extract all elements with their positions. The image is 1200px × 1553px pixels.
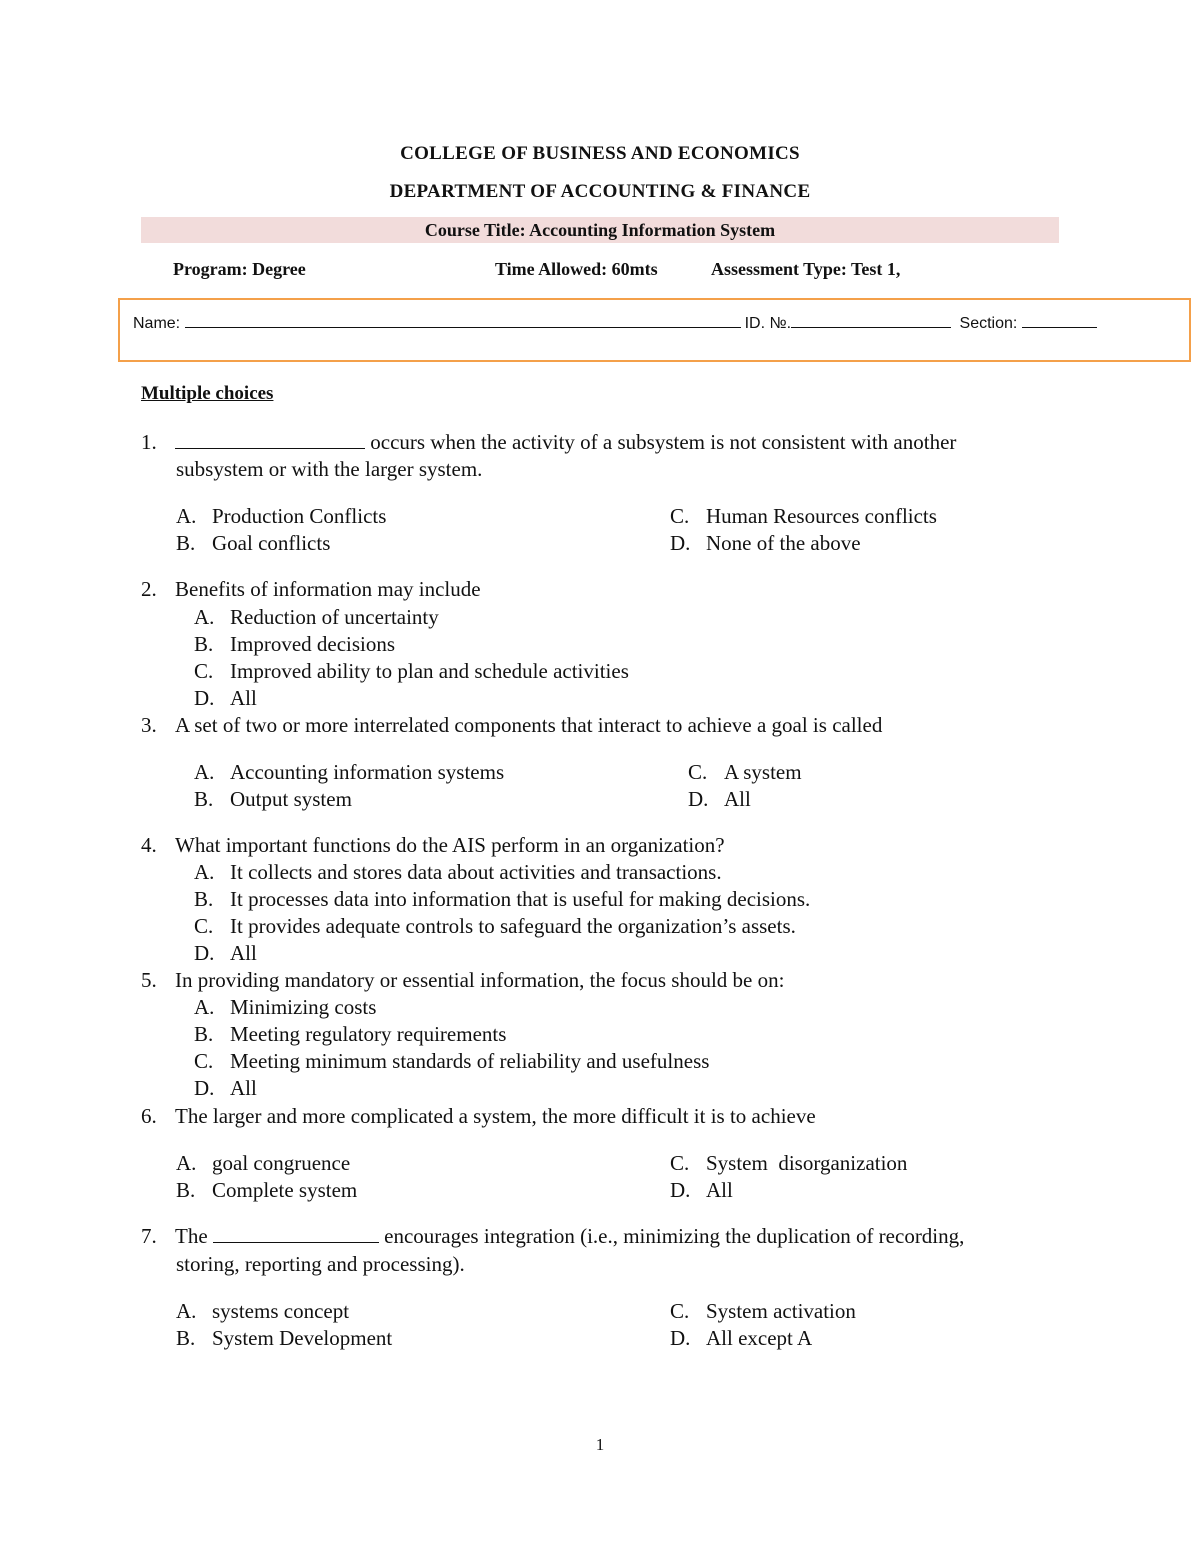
question-number: 6. [141,1104,157,1128]
answer-blank[interactable] [175,430,365,449]
question-4-option-a [194,860,722,885]
question-text: The larger and more complicated a system, the more difficult it is to achieve [175,1104,816,1128]
answer-blank[interactable] [213,1224,379,1243]
option-text: Output system [230,787,352,811]
id-field[interactable] [791,312,951,328]
option-letter: A. [176,1151,197,1175]
question-2-option-a [194,605,439,630]
question-4-option-c [194,914,796,939]
option-text: All [724,787,751,811]
question-5-option-b [194,1022,506,1047]
question-7 [141,1224,964,1249]
option-text: A system [724,760,802,784]
option-text: Meeting minimum standards of reliability and usefulness [230,1049,710,1073]
section-label: Section: [959,315,1018,332]
option-text: All [230,941,257,965]
option-text: System activation [706,1299,856,1323]
option-letter: B. [194,887,214,911]
question-number: 1. [141,430,157,454]
option-text: All [706,1178,733,1202]
option-text: All [230,686,257,710]
question-7-option-d [670,1326,812,1351]
question-2-option-b [194,632,395,657]
option-letter: C. [194,914,214,938]
option-letter: D. [194,686,215,710]
option-letter: A. [176,504,197,528]
question-6-option-b [176,1178,357,1203]
option-letter: D. [670,531,691,555]
question-7-continued: storing, reporting and processing). [176,1252,465,1276]
question-2-option-d [194,686,257,711]
option-letter: C. [194,659,214,683]
question-3-option-a [194,760,504,785]
assessment-type: Assessment Type: Test 1, [711,259,901,279]
option-letter: B. [194,1022,214,1046]
question-6 [141,1104,816,1129]
student-info-line [133,312,1097,333]
department-title: DEPARTMENT OF ACCOUNTING & FINANCE [389,181,811,202]
option-letter: A. [194,760,215,784]
option-text: Meeting regulatory requirements [230,1022,507,1046]
question-4 [141,833,725,858]
option-letter: C. [670,1151,690,1175]
question-text: What important functions do the AIS perform in an organization? [175,833,725,857]
program-label: Program: Degree [173,259,306,279]
option-letter: B. [194,787,214,811]
question-1-option-b [176,531,330,556]
question-text: Benefits of information may include [175,577,481,601]
option-text: All except A [706,1326,813,1350]
question-1-option-a [176,504,386,529]
option-letter: D. [194,941,215,965]
question-7-option-b [176,1326,392,1351]
option-text: Reduction of uncertainty [230,605,439,629]
question-text: A set of two or more interrelated components that interact to achieve a goal is called [175,713,883,737]
option-letter: B. [176,531,196,555]
course-title-band [141,217,1059,243]
question-4-option-d [194,941,257,966]
question-7-option-c [670,1299,856,1324]
question-1-continued: subsystem or with the larger system. [176,457,483,481]
option-letter: C. [194,1049,214,1073]
question-1-option-d [670,531,861,556]
option-letter: B. [194,632,214,656]
question-5-option-d [194,1076,257,1101]
option-letter: C. [670,504,690,528]
option-text: It provides adequate controls to safeguard the organization’s assets. [230,914,796,938]
option-text: Improved decisions [230,632,396,656]
option-letter: A. [176,1299,197,1323]
question-number: 2. [141,577,157,601]
question-number: 3. [141,713,157,737]
question-5-option-c [194,1049,709,1074]
time-allowed: Time Allowed: 60mts [495,259,658,279]
option-letter: A. [194,995,215,1019]
question-5-option-a [194,995,376,1020]
option-letter: D. [670,1178,691,1202]
option-letter: D. [670,1326,691,1350]
option-text: It processes data into information that is useful for making decisions. [230,887,811,911]
question-3-option-d [688,787,751,812]
college-title: COLLEGE OF BUSINESS AND ECONOMICS [400,143,800,164]
option-text: goal congruence [212,1151,351,1175]
question-4-option-b [194,887,810,912]
question-3 [141,713,882,738]
question-number: 4. [141,833,157,857]
option-text: It collects and stores data about activities and transactions. [230,860,722,884]
question-1-option-c [670,504,937,529]
option-letter: A. [194,860,215,884]
option-text: Accounting information systems [230,760,505,784]
course-title: Course Title: Accounting Information System [424,220,776,240]
page-number: 1 [595,1435,605,1454]
option-letter: B. [176,1178,196,1202]
question-text: occurs when the activity of a subsystem is not consistent with another [370,430,957,454]
question-text: encourages integration (i.e., minimizing the duplication of recording, [384,1224,965,1248]
option-text: All [230,1076,257,1100]
question-3-option-b [194,787,352,812]
option-text: Improved ability to plan and schedule activities [230,659,629,683]
question-5 [141,968,784,993]
option-text: Human Resources conflicts [706,504,937,528]
section-title: Multiple choices [141,383,274,404]
question-text: In providing mandatory or essential information, the focus should be on: [175,968,785,992]
option-text: System Development [212,1326,393,1350]
question-number: 5. [141,968,157,992]
question-7-option-a [176,1299,349,1324]
question-6-option-c [670,1151,907,1176]
option-text: System disorganization [706,1151,908,1175]
id-label: ID. №. [744,315,792,332]
name-label: Name: [133,315,181,332]
option-text: Production Conflicts [212,504,387,528]
option-text: systems concept [212,1299,350,1323]
question-number: 7. [141,1224,157,1248]
question-2-option-c [194,659,629,684]
option-letter: A. [194,605,215,629]
question-3-option-c [688,760,802,785]
question-prefix: The [175,1224,208,1248]
option-letter: D. [194,1076,215,1100]
option-text: Goal conflicts [212,531,331,555]
option-text: Minimizing costs [230,995,377,1019]
option-letter: C. [670,1299,690,1323]
option-text: None of the above [706,531,861,555]
question-1 [141,430,956,455]
option-text: Complete system [212,1178,358,1202]
name-field[interactable] [185,312,741,328]
question-6-option-a [176,1151,350,1176]
option-letter: B. [176,1326,196,1350]
question-6-option-d [670,1178,733,1203]
question-2 [141,577,481,602]
option-letter: C. [688,760,708,784]
section-field[interactable] [1022,312,1097,328]
option-letter: D. [688,787,709,811]
